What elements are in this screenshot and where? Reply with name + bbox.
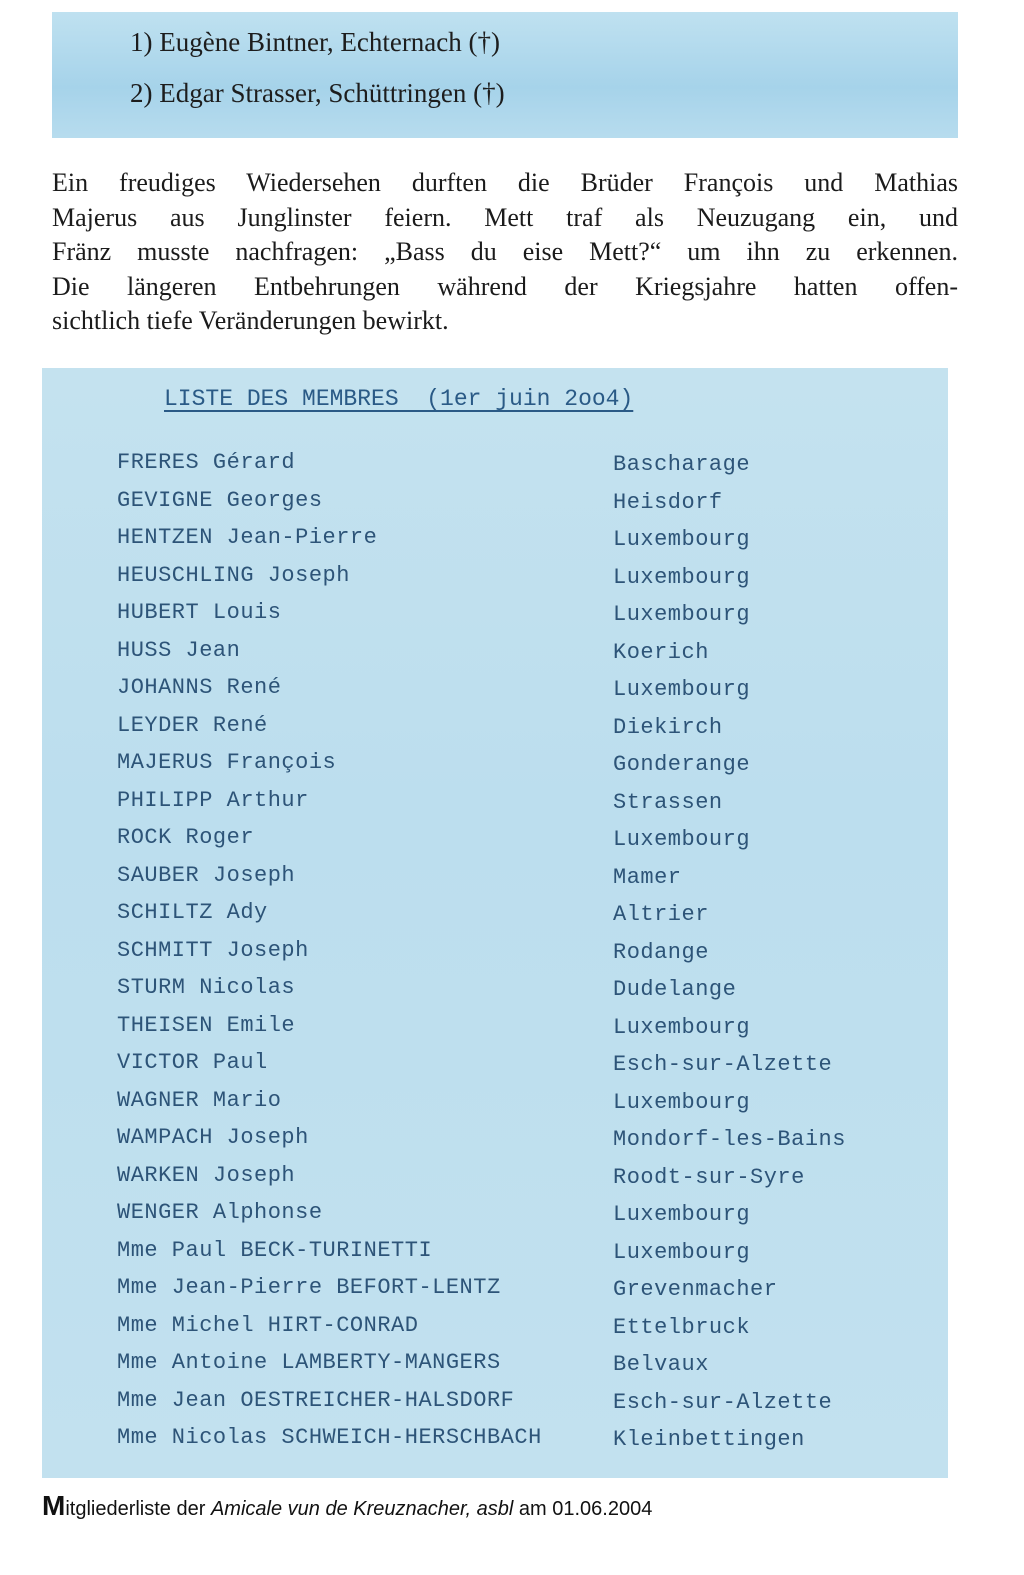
member-name: MAJERUS François — [117, 750, 337, 775]
member-city: Heisdorf — [613, 489, 723, 515]
member-row — [0, 938, 1024, 968]
intro-line-3: Fränz musste nachfragen: „Bass du eise Mett?“ um ihn zu erkennen. — [52, 237, 958, 266]
member-list-title: LISTE DES MEMBRES (1er juin 2oo4) — [164, 386, 634, 412]
member-name: ROCK Roger — [117, 825, 255, 850]
member-city: Luxembourg — [613, 564, 751, 590]
member-row — [0, 450, 1024, 480]
member-row — [0, 1050, 1024, 1080]
member-city: Bascharage — [613, 452, 751, 477]
member-city: Belvaux — [613, 1352, 709, 1377]
member-name: THEISEN Emile — [117, 1012, 296, 1038]
figure-caption — [42, 1490, 652, 1522]
header-line-2: 2) Edgar Strasser, Schüttringen (†) — [130, 78, 505, 108]
member-city: Grevenmacher — [613, 1277, 778, 1302]
member-city: Altrier — [613, 902, 709, 927]
member-row — [0, 788, 1024, 818]
caption-italic: Amicale vun de Kreuznacher, asbl — [210, 1498, 514, 1520]
member-city: Diekirch — [613, 714, 723, 740]
member-city: Gonderange — [613, 752, 751, 777]
member-name: HENTZEN Jean-Pierre — [117, 525, 378, 550]
member-city: Esch-sur-Alzette — [613, 1389, 833, 1415]
member-city: Dudelange — [613, 977, 737, 1002]
member-row — [0, 1388, 1024, 1418]
intro-line-4: Die längeren Entbehrungen während der Kriegsjahre hatten offen- — [52, 271, 958, 301]
member-row — [0, 1313, 1024, 1343]
member-name: STURM Nicolas — [117, 975, 296, 1000]
member-name: Mme Nicolas SCHWEICH-HERSCHBACH — [117, 1425, 542, 1450]
member-row — [0, 1163, 1024, 1193]
member-row — [0, 900, 1024, 930]
member-row — [0, 975, 1024, 1005]
member-name: HUSS Jean — [117, 637, 241, 663]
member-name: FRERES Gérard — [117, 450, 296, 475]
member-name: Mme Paul BECK-TURINETTI — [117, 1237, 433, 1263]
member-name: PHILIPP Arthur — [117, 787, 309, 813]
member-name: Mme Jean-Pierre BEFORT-LENTZ — [117, 1275, 501, 1300]
member-row — [0, 825, 1024, 855]
member-city: Esch-sur-Alzette — [613, 1052, 833, 1077]
member-name: WAMPACH Joseph — [117, 1125, 309, 1150]
member-row — [0, 488, 1024, 518]
member-city: Luxembourg — [613, 827, 751, 852]
member-name: HUBERT Louis — [117, 600, 282, 625]
member-name: LEYDER René — [117, 712, 268, 738]
member-city: Roodt-sur-Syre — [613, 1164, 805, 1190]
member-row — [0, 1200, 1024, 1230]
member-name: WAGNER Mario — [117, 1087, 282, 1113]
intro-line-2: Majerus aus Junglinster feiern. Mett traf als Neuzugang ein, und — [52, 202, 958, 232]
member-name: SAUBER Joseph — [117, 862, 296, 888]
member-city: Luxembourg — [613, 677, 751, 702]
member-row — [0, 600, 1024, 630]
member-row — [0, 1088, 1024, 1118]
member-row — [0, 713, 1024, 743]
member-row — [0, 1238, 1024, 1268]
caption-part-1: itgliederliste der — [65, 1498, 211, 1520]
member-city: Rodange — [613, 939, 709, 965]
member-name: WENGER Alphonse — [117, 1200, 323, 1225]
member-row — [0, 638, 1024, 668]
intro-line-1: Ein freudiges Wiedersehen durften die Brüder François und Mathias — [52, 168, 958, 197]
caption-initial: M — [42, 1490, 66, 1521]
member-city: Luxembourg — [613, 1089, 751, 1115]
member-name: WARKEN Joseph — [117, 1162, 296, 1188]
intro-line-5: sichtlich tiefe Veränderungen bewirkt. — [52, 306, 449, 335]
member-name: Mme Jean OESTREICHER-HALSDORF — [117, 1387, 515, 1413]
member-city: Strassen — [613, 789, 723, 815]
member-city: Ettelbruck — [613, 1314, 751, 1340]
member-city: Koerich — [613, 639, 709, 665]
member-row — [0, 525, 1024, 555]
member-city: Mamer — [613, 864, 682, 890]
member-row — [0, 1350, 1024, 1380]
member-name: HEUSCHLING Joseph — [117, 562, 350, 588]
header-line-1: 1) Eugène Bintner, Echternach (†) — [130, 27, 501, 57]
member-name: GEVIGNE Georges — [117, 487, 323, 513]
member-row — [0, 1275, 1024, 1305]
member-city: Luxembourg — [613, 1014, 751, 1040]
member-row — [0, 1425, 1024, 1455]
member-name: JOHANNS René — [117, 675, 282, 700]
member-city: Luxembourg — [613, 527, 751, 552]
member-city: Luxembourg — [613, 1239, 751, 1265]
member-row — [0, 1013, 1024, 1043]
member-city: Kleinbettingen — [613, 1427, 805, 1452]
member-name: SCHMITT Joseph — [117, 937, 309, 963]
member-city: Luxembourg — [613, 602, 751, 627]
member-row — [0, 563, 1024, 593]
member-row — [0, 863, 1024, 893]
member-name: Mme Antoine LAMBERTY-MANGERS — [117, 1350, 501, 1375]
member-row — [0, 750, 1024, 780]
member-name: SCHILTZ Ady — [117, 900, 268, 925]
member-row — [0, 1125, 1024, 1155]
member-city: Mondorf-les-Bains — [613, 1127, 846, 1152]
member-city: Luxembourg — [613, 1202, 751, 1227]
member-name: VICTOR Paul — [117, 1050, 268, 1075]
intro-paragraph — [52, 166, 958, 339]
member-name: Mme Michel HIRT-CONRAD — [117, 1312, 419, 1338]
caption-part-2: am 01.06.2004 — [513, 1498, 653, 1520]
member-row — [0, 675, 1024, 705]
